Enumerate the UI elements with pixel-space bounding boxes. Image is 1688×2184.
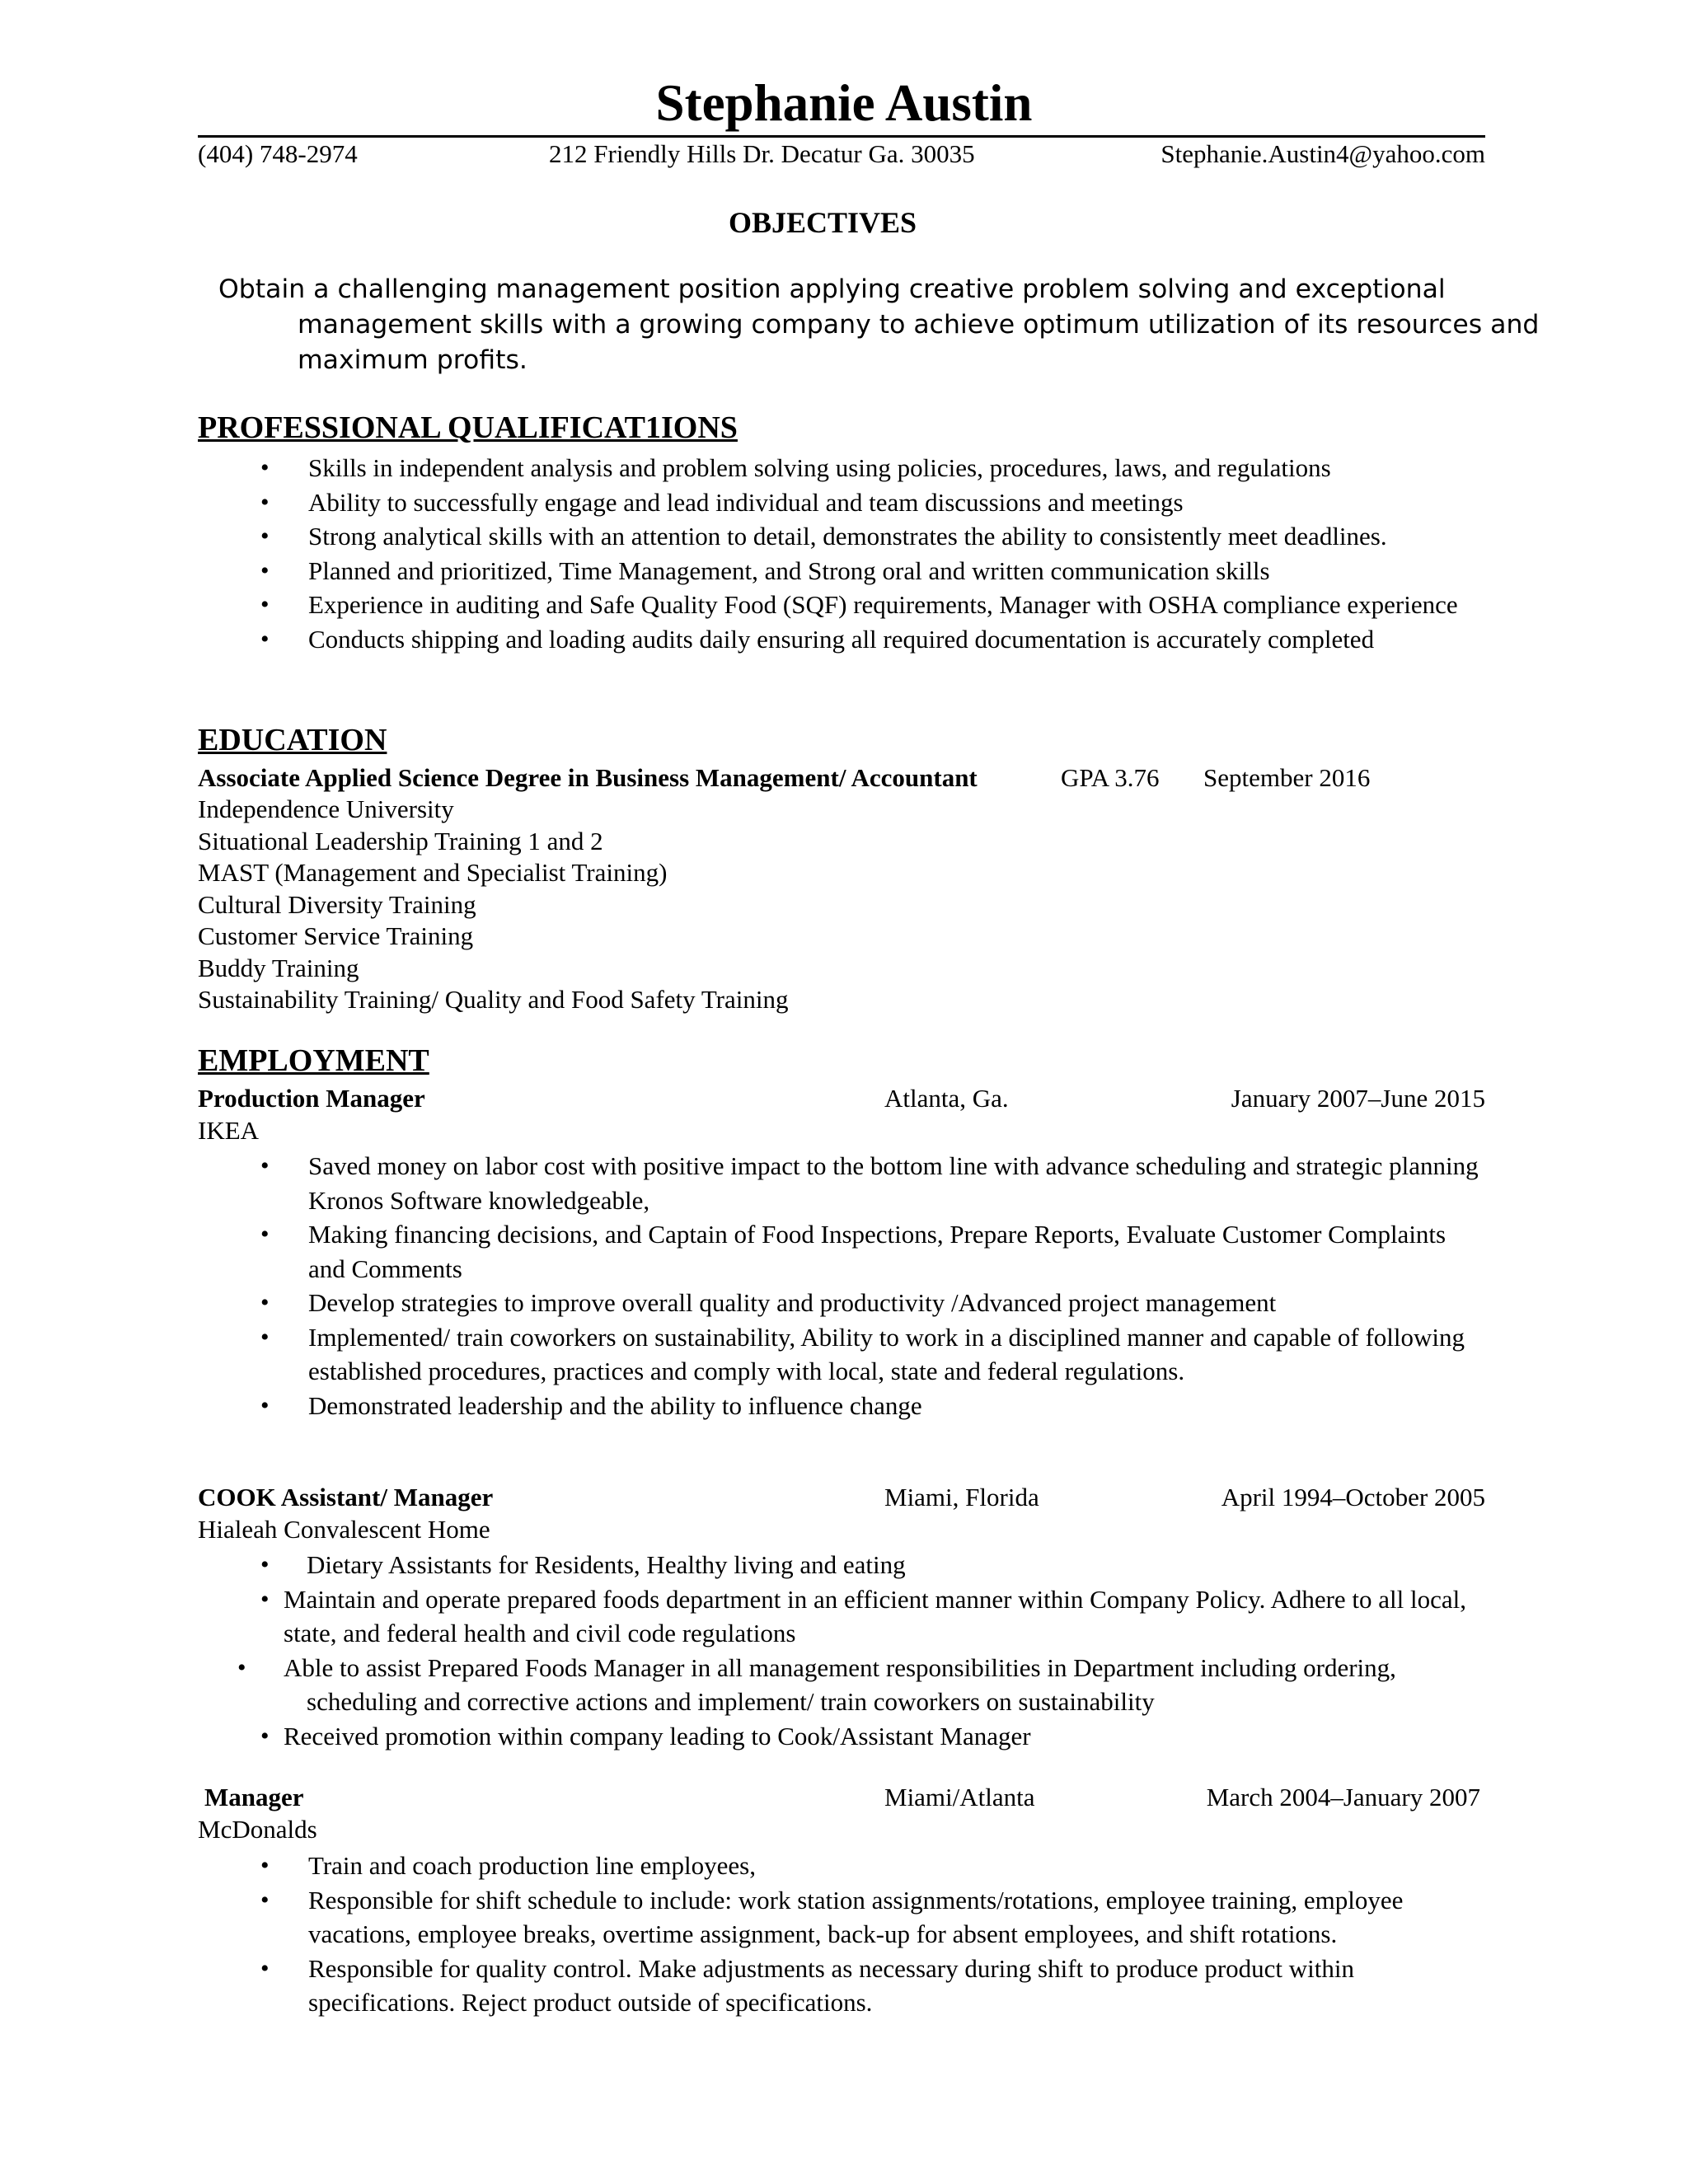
job-bullet: • Responsible for shift schedule to include: work station assignments/rotations, employee training, employee vacations, employee breaks, overtime assignment, back-up for absent employees, and shift rotations. (308, 1883, 1479, 1952)
job-bullet: • Able to assist Prepared Foods Manager in all management responsibilities in Department including ordering, scheduling and corrective actions and implement/ train coworkers on sustainability (284, 1651, 1479, 1719)
education-line: Sustainability Training/ Quality and Food Safety Training (198, 985, 789, 1014)
job-company: McDonalds (198, 1815, 317, 1844)
job-bullet: • Responsible for quality control. Make adjustments as necessary during shift to produce product within specifications. Reject product outside of specifications. (308, 1952, 1479, 2020)
job-bullet: • Train and coach production line employees, (308, 1849, 1479, 1883)
objectives-text: Obtain a challenging management position applying creative problem solving and exceptional management skills with a growing company to achieve optimum utilization of its resources and maximum profits. (218, 274, 1540, 375)
education-gpa: GPA 3.76 (1061, 763, 1160, 792)
qualifications-list (308, 451, 1479, 656)
job-company: IKEA (198, 1116, 260, 1145)
job-bullet: • Demonstrated leadership and the ability to influence change (308, 1389, 1479, 1423)
job-dates: April 1994–October 2005 (1221, 1483, 1485, 1511)
objectives-heading: OBJECTIVES (728, 206, 917, 239)
education-line: Buddy Training (198, 953, 359, 982)
job-bullet: • Making financing decisions, and Captain of Food Inspections, Prepare Reports, Evaluate Customer Complaints and Comments (308, 1217, 1479, 1286)
education-heading: EDUCATION (198, 723, 387, 757)
education-list (198, 794, 788, 1016)
job-location: Atlanta, Ga. (884, 1084, 1009, 1113)
job-location: Miami/Atlanta (884, 1783, 1035, 1811)
qualifications-heading: PROFESSIONAL QUALIFICAT1IONS (198, 410, 738, 445)
job-bullet: • Saved money on labor cost with positive impact to the bottom line with advance scheduling and strategic planning Kronos Software knowledgeable, (308, 1149, 1479, 1217)
job-dates: March 2004–January 2007 (1206, 1783, 1480, 1811)
job-bullets (284, 1548, 1479, 1753)
qualification-item: • Conducts shipping and loading audits daily ensuring all required documentation is accurately completed (308, 622, 1479, 657)
qualification-item: • Experience in auditing and Safe Quality Food (SQF) requirements, Manager with OSHA compliance experience (308, 588, 1479, 622)
job-title: COOK Assistant/ Manager (198, 1483, 494, 1511)
education-degree (198, 762, 978, 794)
candidate-name: Stephanie Austin (655, 74, 1033, 132)
contact-phone: (404) 748-2974 (198, 139, 358, 168)
job-title: Manager (204, 1783, 304, 1811)
job-bullets (308, 1849, 1479, 2020)
header-rule (198, 135, 1485, 138)
qualification-item: • Planned and prioritized, Time Management, and Strong oral and written communication skills (308, 554, 1479, 588)
job-location: Miami, Florida (884, 1483, 1039, 1511)
education-line: Independence University (198, 794, 454, 823)
job-title: Production Manager (198, 1084, 425, 1113)
job-bullet: • Develop strategies to improve overall quality and productivity /Advanced project management (308, 1286, 1479, 1320)
education-line: MAST (Management and Specialist Training) (198, 858, 668, 887)
qualification-item: • Ability to successfully engage and lead individual and team discussions and meetings (308, 485, 1479, 520)
job-bullet: • Maintain and operate prepared foods department in an efficient manner within Company Policy. Adhere to all local, state, and federal health and civil code regulations (284, 1582, 1479, 1651)
education-line: Situational Leadership Training 1 and 2 (198, 826, 603, 855)
job-bullet: • Implemented/ train coworkers on sustainability, Ability to work in a disciplined manner and capable of following established procedures, practices and comply with local, state and federal regulations. (308, 1320, 1479, 1389)
contact-email: Stephanie.Austin4@yahoo.com (1160, 139, 1485, 168)
qualification-item: • Skills in independent analysis and problem solving using policies, procedures, laws, and regulations (308, 451, 1479, 485)
job-bullet: • Dietary Assistants for Residents, Healthy living and eating (284, 1548, 1479, 1582)
employment-heading: EMPLOYMENT (198, 1043, 429, 1078)
job-company: Hialeah Convalescent Home (198, 1515, 490, 1544)
contact-address: 212 Friendly Hills Dr. Decatur Ga. 30035 (549, 139, 975, 168)
job-bullet: • Received promotion within company leading to Cook/Assistant Manager (284, 1719, 1479, 1754)
degree-title: Associate Applied Science Degree in Business Management/ Accountant (198, 763, 978, 792)
education-line: Customer Service Training (198, 921, 474, 950)
qualification-item: • Strong analytical skills with an attention to detail, demonstrates the ability to consistently meet deadlines. (308, 519, 1479, 554)
job-dates: January 2007–June 2015 (1231, 1084, 1485, 1113)
education-date: September 2016 (1203, 763, 1371, 792)
job-bullets (308, 1149, 1479, 1422)
education-line: Cultural Diversity Training (198, 889, 476, 919)
